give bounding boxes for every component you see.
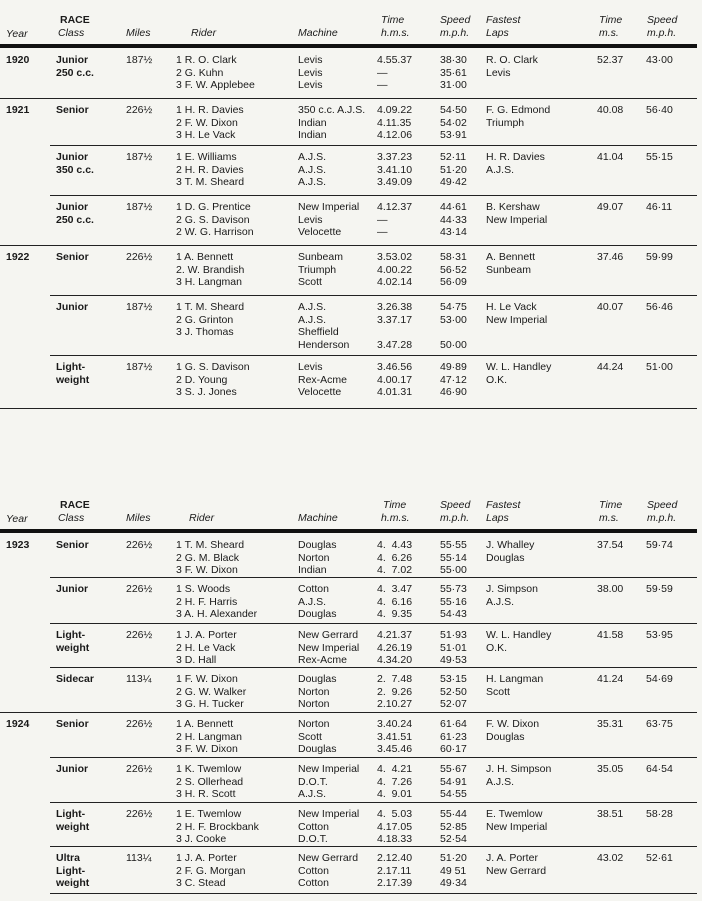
results-table-1923-1924 xyxy=(0,495,702,893)
race-class: Senior xyxy=(56,251,89,263)
header-mph: m.p.h. xyxy=(440,27,470,39)
race-class: Senior xyxy=(56,539,89,551)
fastest-lap-rider: H. Langman Scott xyxy=(486,673,544,698)
rider-list: 1 A. Bennett 2 H. Langman 3 F. W. Dixon xyxy=(176,718,242,755)
race-year: 1920 xyxy=(6,54,30,66)
race-miles: 113¼ xyxy=(126,852,152,864)
header-lap-time: Time xyxy=(599,499,623,511)
race-miles: 226½ xyxy=(126,251,153,263)
table-body xyxy=(0,533,702,893)
speed-list: 44·61 44·33 43·14 xyxy=(440,201,467,238)
race-miles: 226½ xyxy=(126,808,153,820)
rider-list: 1 H. R. Davies 2 F. W. Dixon 3 H. Le Vack xyxy=(176,104,244,141)
speed-list: 58·31 56·52 56·09 xyxy=(440,251,467,288)
time-list: 4. 3.47 4. 6.16 4. 9.35 xyxy=(377,583,413,620)
race-group xyxy=(0,802,702,846)
speed-list: 55·44 52·85 52·54 xyxy=(440,808,467,845)
fastest-lap-speed: 52·61 xyxy=(646,852,673,864)
table-header xyxy=(0,10,702,44)
rider-list: 1 F. W. Dixon 2 G. W. Walker 3 G. H. Tucker xyxy=(176,673,247,710)
machine-list: Cotton A.J.S. Douglas xyxy=(298,583,337,620)
fastest-lap-rider: F. W. Dixon Douglas xyxy=(486,718,540,743)
race-group xyxy=(0,48,702,98)
rider-list: 1 S. Woods 2 H. F. Harris 3 A. H. Alexander xyxy=(176,583,258,620)
fastest-lap-rider: J. Whalley Douglas xyxy=(486,539,535,564)
header-laps: Laps xyxy=(486,512,509,524)
machine-list: New Imperial D.O.T. A.J.S. xyxy=(298,763,360,800)
fastest-lap-rider: J. A. Porter New Gerrard xyxy=(486,852,547,877)
fastest-lap-time: 40.07 xyxy=(597,301,624,313)
race-miles: 187½ xyxy=(126,201,153,213)
time-list: 3.40.24 3.41.51 3.45.46 xyxy=(377,718,413,755)
time-list: 3.53.02 4.00.22 4.02.14 xyxy=(377,251,413,288)
fastest-lap-speed: 64·54 xyxy=(646,763,673,775)
header-class: Class xyxy=(58,27,85,39)
machine-list: 350 c.c. A.J.S. Indian Indian xyxy=(298,104,366,141)
row-divider xyxy=(0,408,697,409)
speed-list: 38·30 35·61 31·00 xyxy=(440,54,467,91)
fastest-lap-speed: 63·75 xyxy=(646,718,673,730)
header-year: Year xyxy=(6,513,28,525)
speed-list: 55·73 55·16 54·43 xyxy=(440,583,467,620)
speed-list: 55·67 54·91 54·55 xyxy=(440,763,467,800)
machine-list: Levis Levis Levis xyxy=(298,54,323,91)
fastest-lap-rider: A. Bennett Sunbeam xyxy=(486,251,536,276)
race-group xyxy=(0,623,702,667)
race-group xyxy=(0,98,702,145)
table-header xyxy=(0,495,702,529)
row-divider xyxy=(50,893,697,894)
race-year: 1922 xyxy=(6,251,30,263)
race-miles: 187½ xyxy=(126,361,153,373)
time-list: 2.12.40 2.17.11 2.17.39 xyxy=(377,852,413,889)
rider-list: 1 A. Bennett 2. W. Brandish 3 H. Langman xyxy=(176,251,245,288)
machine-list: New Gerrard Cotton Cotton xyxy=(298,852,359,889)
race-miles: 226½ xyxy=(126,104,153,116)
header-race: RACE xyxy=(60,14,90,26)
header-rider: Rider xyxy=(191,27,217,39)
race-class: Junior xyxy=(56,301,89,313)
header-class: Class xyxy=(58,512,85,524)
race-year: 1924 xyxy=(6,718,30,730)
race-group xyxy=(0,577,702,623)
fastest-lap-speed: 58·28 xyxy=(646,808,673,820)
fastest-lap-speed: 43·00 xyxy=(646,54,673,66)
speed-list: 55·55 55·14 55·00 xyxy=(440,539,467,576)
fastest-lap-rider: E. Twemlow New Imperial xyxy=(486,808,548,833)
race-class: Junior xyxy=(56,583,89,595)
race-class: Light- weight xyxy=(56,361,90,386)
header-miles: Miles xyxy=(126,27,151,39)
time-list: 2. 7.48 2. 9.26 2.10.27 xyxy=(377,673,413,710)
race-group xyxy=(0,245,702,295)
fastest-lap-time: 44.24 xyxy=(597,361,624,373)
speed-list: 61·64 61·23 60·17 xyxy=(440,718,467,755)
race-class: Light- weight xyxy=(56,629,90,654)
race-miles: 226½ xyxy=(126,583,153,595)
race-miles: 187½ xyxy=(126,301,153,313)
fastest-lap-time: 37.54 xyxy=(597,539,624,551)
header-speed: Speed xyxy=(440,14,471,26)
table-body xyxy=(0,48,702,408)
machine-list: New Imperial Cotton D.O.T. xyxy=(298,808,360,845)
race-group xyxy=(0,712,702,757)
header-fastest: Fastest xyxy=(486,14,521,26)
fastest-lap-time: 41.24 xyxy=(597,673,624,685)
speed-list: 51·93 51·01 49·53 xyxy=(440,629,467,666)
fastest-lap-time: 41.58 xyxy=(597,629,624,641)
race-miles: 226½ xyxy=(126,629,153,641)
time-list: 4.09.22 4.11.35 4.12.06 xyxy=(377,104,413,141)
fastest-lap-speed: 46·11 xyxy=(646,201,673,213)
speed-list: 54·75 53·00 50·00 xyxy=(440,301,467,351)
fastest-lap-time: 52.37 xyxy=(597,54,624,66)
race-group xyxy=(0,846,702,893)
fastest-lap-time: 43.02 xyxy=(597,852,624,864)
fastest-lap-time: 35.05 xyxy=(597,763,624,775)
time-list: 4. 5.03 4.17.05 4.18.33 xyxy=(377,808,413,845)
machine-list: New Imperial Levis Velocette xyxy=(298,201,360,238)
race-group xyxy=(0,195,702,245)
header-lap-speed: Speed xyxy=(647,14,678,26)
machine-list: A.J.S. A.J.S. Sheffield Henderson xyxy=(298,301,350,351)
fastest-lap-rider: J. H. Simpson A.J.S. xyxy=(486,763,552,788)
fastest-lap-rider: W. L. Handley O.K. xyxy=(486,361,552,386)
time-list: 4. 4.21 4. 7.26 4. 9.01 xyxy=(377,763,413,800)
fastest-lap-time: 35.31 xyxy=(597,718,624,730)
header-ms: m.s. xyxy=(599,27,619,39)
fastest-lap-speed: 59·99 xyxy=(646,251,673,263)
fastest-lap-time: 41.04 xyxy=(597,151,624,163)
fastest-lap-speed: 59·74 xyxy=(646,539,673,551)
fastest-lap-speed: 54·69 xyxy=(646,673,673,685)
fastest-lap-rider: W. L. Handley O.K. xyxy=(486,629,552,654)
time-list: 4. 4.43 4. 6.26 4. 7.02 xyxy=(377,539,413,576)
fastest-lap-rider: B. Kershaw New Imperial xyxy=(486,201,548,226)
header-mph: m.p.h. xyxy=(440,512,470,524)
speed-list: 52·11 51·20 49·42 xyxy=(440,151,467,188)
fastest-lap-time: 37.46 xyxy=(597,251,624,263)
fastest-lap-speed: 53·95 xyxy=(646,629,673,641)
race-class: Junior 250 c.c. xyxy=(56,54,94,79)
fastest-lap-speed: 59·59 xyxy=(646,583,673,595)
rider-list: 1 K. Twemlow 2 S. Ollerhead 3 H. R. Scott xyxy=(176,763,244,800)
header-miles: Miles xyxy=(126,512,151,524)
rider-list: 1 T. M. Sheard 2 G. Grinton 3 J. Thomas xyxy=(176,301,245,338)
header-race: RACE xyxy=(60,499,90,511)
machine-list: New Gerrard New Imperial Rex-Acme xyxy=(298,629,360,666)
header-time: Time xyxy=(383,499,407,511)
fastest-lap-speed: 55·15 xyxy=(646,151,673,163)
header-laps: Laps xyxy=(486,27,509,39)
header-year: Year xyxy=(6,28,28,40)
race-group xyxy=(0,145,702,195)
race-miles: 226½ xyxy=(126,718,153,730)
rider-list: 1 J. A. Porter 2 H. Le Vack 3 D. Hall xyxy=(176,629,237,666)
speed-list: 49·89 47·12 46·90 xyxy=(440,361,467,398)
race-group xyxy=(0,295,702,355)
header-lap-time: Time xyxy=(599,14,623,26)
race-group xyxy=(0,757,702,802)
fastest-lap-speed: 56·46 xyxy=(646,301,673,313)
fastest-lap-time: 40.08 xyxy=(597,104,624,116)
time-list: 4.55.37 — — xyxy=(377,54,413,91)
race-miles: 187½ xyxy=(126,151,153,163)
header-lap-mph: m.p.h. xyxy=(647,512,677,524)
race-class: Ultra Light- weight xyxy=(56,852,90,889)
fastest-lap-time: 38.51 xyxy=(597,808,624,820)
fastest-lap-time: 38.00 xyxy=(597,583,624,595)
fastest-lap-time: 49.07 xyxy=(597,201,624,213)
header-speed: Speed xyxy=(440,499,471,511)
race-miles: 187½ xyxy=(126,54,153,66)
race-miles: 113¼ xyxy=(126,673,152,685)
race-group xyxy=(0,355,702,408)
speed-list: 51·20 49 51 49·34 xyxy=(440,852,467,889)
race-group xyxy=(0,667,702,712)
time-list: 3.46.56 4.00.17 4.01.31 xyxy=(377,361,413,398)
header-ms: m.s. xyxy=(599,512,619,524)
header-machine: Machine xyxy=(298,27,338,39)
race-class: Light- weight xyxy=(56,808,90,833)
header-time: Time xyxy=(381,14,405,26)
machine-list: Norton Scott Douglas xyxy=(298,718,337,755)
race-class: Junior xyxy=(56,763,89,775)
machine-list: Sunbeam Triumph Scott xyxy=(298,251,343,288)
header-lap-mph: m.p.h. xyxy=(647,27,677,39)
race-year: 1923 xyxy=(6,539,30,551)
race-group xyxy=(0,533,702,577)
race-class: Senior xyxy=(56,104,89,116)
header-lap-speed: Speed xyxy=(647,499,678,511)
time-list: 4.21.37 4.26.19 4.34.20 xyxy=(377,629,413,666)
fastest-lap-speed: 51·00 xyxy=(646,361,673,373)
rider-list: 1 D. G. Prentice 2 G. S. Davison 2 W. G. Harrison xyxy=(176,201,254,238)
fastest-lap-rider: J. Simpson A.J.S. xyxy=(486,583,538,608)
machine-list: Douglas Norton Norton xyxy=(298,673,337,710)
race-class: Junior 350 c.c. xyxy=(56,151,94,176)
machine-list: Levis Rex-Acme Velocette xyxy=(298,361,348,398)
rider-list: 1 T. M. Sheard 2 G. M. Black 3 F. W. Dixon xyxy=(176,539,245,576)
header-hms: h.m.s. xyxy=(381,512,410,524)
fastest-lap-speed: 56·40 xyxy=(646,104,673,116)
speed-list: 54·50 54·02 53·91 xyxy=(440,104,467,141)
header-fastest: Fastest xyxy=(486,499,521,511)
speed-list: 53·15 52·50 52·07 xyxy=(440,673,467,710)
time-list: 4.12.37 — — xyxy=(377,201,413,238)
race-class: Sidecar xyxy=(56,673,94,685)
race-miles: 226½ xyxy=(126,539,153,551)
header-machine: Machine xyxy=(298,512,338,524)
fastest-lap-rider: F. G. Edmond Triumph xyxy=(486,104,551,129)
race-miles: 226½ xyxy=(126,763,153,775)
rider-list: 1 E. Twemlow 2 H. F. Brockbank 3 J. Cooke xyxy=(176,808,259,845)
fastest-lap-rider: H. Le Vack New Imperial xyxy=(486,301,548,326)
rider-list: 1 G. S. Davison 2 D. Young 3 S. J. Jones xyxy=(176,361,250,398)
machine-list: A.J.S. A.J.S. A.J.S. xyxy=(298,151,327,188)
race-class: Junior 250 c.c. xyxy=(56,201,94,226)
time-list: 3.37.23 3.41.10 3.49.09 xyxy=(377,151,413,188)
race-year: 1921 xyxy=(6,104,30,116)
fastest-lap-rider: H. R. Davies A.J.S. xyxy=(486,151,545,176)
rider-list: 1 J. A. Porter 2 F. G. Morgan 3 C. Stead xyxy=(176,852,246,889)
race-class: Senior xyxy=(56,718,89,730)
rider-list: 1 E. Williams 2 H. R. Davies 3 T. M. Sheard xyxy=(176,151,245,188)
rider-list: 1 R. O. Clark 2 G. Kuhn 3 F. W. Applebee xyxy=(176,54,255,91)
time-list: 3.26.38 3.37.17 3.47.28 xyxy=(377,301,413,351)
header-rider: Rider xyxy=(189,512,215,524)
results-table-1920-1922 xyxy=(0,10,702,408)
fastest-lap-rider: R. O. Clark Levis xyxy=(486,54,538,79)
machine-list: Douglas Norton Indian xyxy=(298,539,337,576)
header-hms: h.m.s. xyxy=(381,27,410,39)
